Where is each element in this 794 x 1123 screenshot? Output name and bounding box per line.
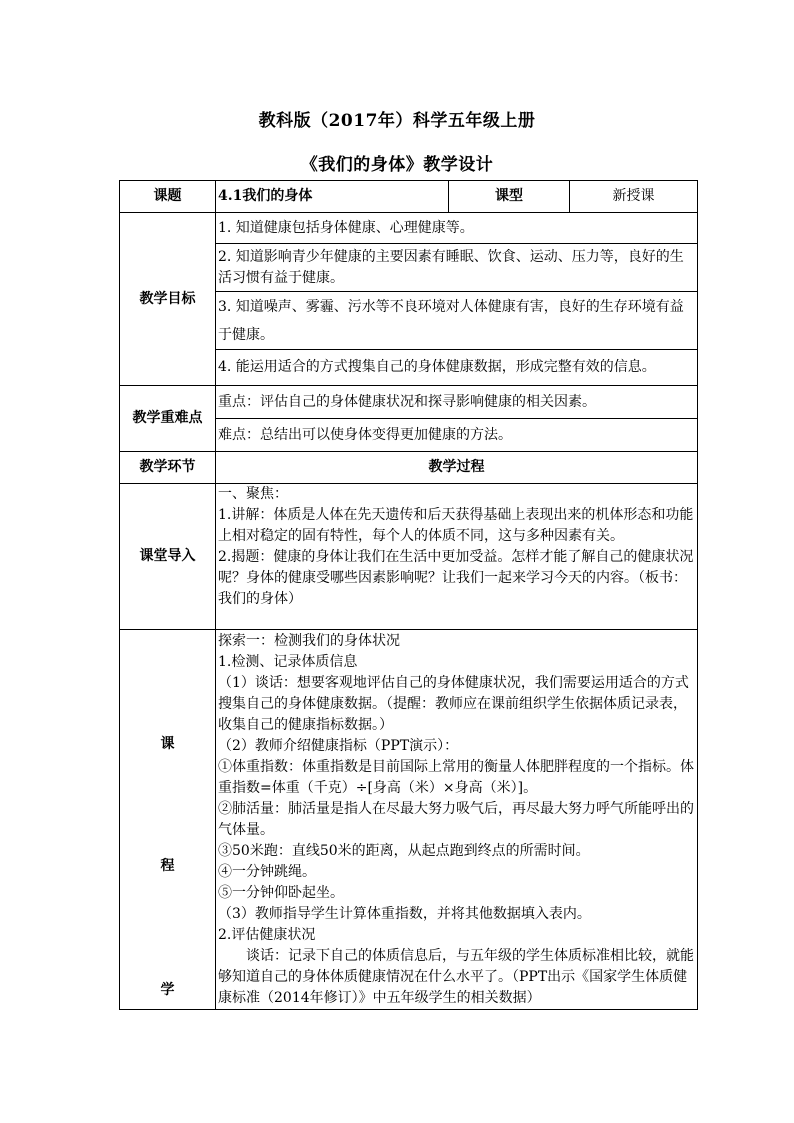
process-line: 1.检测、记录体质信息 xyxy=(218,654,358,670)
intro-line: 1.讲解：体质是人体在先天遗传和后天获得基础上表现出来的机体形态和功能上相对稳定的固有特性，每个人的体质不同，这与多种因素有关。 xyxy=(218,507,694,544)
process-body xyxy=(216,630,698,1010)
process-line: ②肺活量：肺活量是指人在尽最大努力吸气后，再尽最大努力呼气所能呼出的气体量。 xyxy=(218,801,694,838)
process-line: （1）谈话：想要客观地评估自己的身体健康状况，我们需要运用适合的方式搜集自己的身体健康数据。（提醒：教师应在课前组织学生依据体质记录表，收集自己的健康指标数据。） xyxy=(218,675,689,733)
goal-item: 4. 能运用适合的方式搜集自己的身体健康数据，形成完整有效的信息。 xyxy=(216,350,698,386)
intro-line: 一、聚焦： xyxy=(218,486,288,502)
keypoint-row xyxy=(120,386,698,419)
lesson-plan-table xyxy=(119,180,698,1010)
section-right-header: 教学过程 xyxy=(216,452,698,484)
topic-label: 课题 xyxy=(120,181,216,213)
process-line: 2.评估健康状况 xyxy=(218,927,316,943)
process-line: （2）教师介绍健康指标（PPT演示）： xyxy=(218,738,459,754)
process-line: ④一分钟跳绳。 xyxy=(218,864,316,880)
intro-label: 课堂导入 xyxy=(120,484,216,630)
section-left-header: 教学环节 xyxy=(120,452,216,484)
key-point: 重点：评估自己的身体健康状况和探寻影响健康的相关因素。 xyxy=(216,386,698,419)
process-label-char: 程 xyxy=(160,858,175,874)
intro-body xyxy=(216,484,698,630)
goal-item: 1. 知道健康包括身体健康、心理健康等。 xyxy=(216,213,698,244)
process-line: ③50米跑：直线50米的距离，从起点跑到终点的所需时间。 xyxy=(218,843,590,859)
document-title: 教科版（2017年）科学五年级上册 xyxy=(258,111,536,131)
intro-line: 2.揭题：健康的身体让我们在生活中更加受益。怎样才能了解自己的健康状况呢？身体的健康受哪些因素影响呢？让我们一起来学习今天的内容。（板书：我们的身体） xyxy=(218,549,694,607)
process-label-char: 课 xyxy=(160,736,175,752)
goal-item: 3. 知道噪声、雾霾、污水等不良环境对人体健康有害，良好的生存环境有益于健康。 xyxy=(216,292,698,350)
goals-label: 教学目标 xyxy=(120,213,216,386)
process-row xyxy=(120,630,698,1010)
process-line: 探索一：检测我们的身体状况 xyxy=(218,633,400,649)
goal-item: 2. 知道影响青少年健康的主要因素有睡眠、饮食、运动、压力等，良好的生活习惯有益于健康。 xyxy=(216,244,698,292)
type-label: 课型 xyxy=(449,181,570,213)
process-line: ⑤一分钟仰卧起坐。 xyxy=(218,885,344,901)
process-label-char: 学 xyxy=(160,982,175,998)
process-line: ①体重指数：体重指数是目前国际上常用的衡量人体肥胖程度的一个指标。体重指数=体重（千克）÷[身高（米）×身高（米）]。 xyxy=(218,759,694,796)
document-subtitle: 《我们的身体》教学设计 xyxy=(300,155,494,175)
topic-row xyxy=(120,181,698,213)
goal-row xyxy=(120,213,698,244)
type-value: 新授课 xyxy=(570,181,698,213)
process-label xyxy=(120,630,216,1010)
process-line: 谈话：记录下自己的体质信息后，与五年级的学生体质标准相比较，就能够知道自己的身体体质健康情况在什么水平了。（PPT出示《国家学生体质健康标准（2014年修订）》中五年级学生的相关数据） xyxy=(218,948,694,1006)
difficult-point: 难点：总结出可以使身体变得更加健康的方法。 xyxy=(216,419,698,452)
process-line: （3）教师指导学生计算体重指数，并将其他数据填入表内。 xyxy=(218,906,591,922)
keypoints-label: 教学重难点 xyxy=(120,386,216,452)
section-header-row xyxy=(120,452,698,484)
topic-value: 4.1我们的身体 xyxy=(216,181,449,213)
intro-row xyxy=(120,484,698,630)
